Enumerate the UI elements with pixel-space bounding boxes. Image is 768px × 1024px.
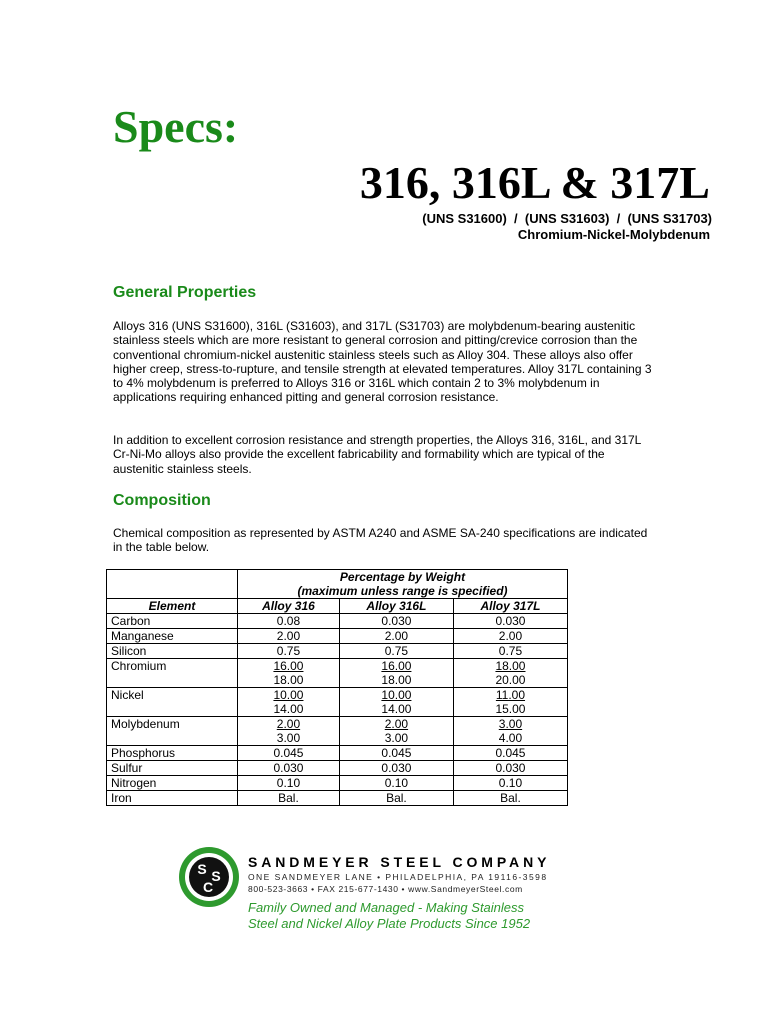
range-min-value: 18.00 bbox=[495, 659, 526, 673]
table-row bbox=[107, 644, 568, 659]
range-max-value: 15.00 bbox=[495, 702, 526, 716]
table-corner-cell bbox=[107, 570, 238, 599]
element-name-cell: Chromium bbox=[107, 659, 238, 688]
value-cell bbox=[238, 761, 340, 776]
value-cell bbox=[453, 791, 567, 806]
range-max-value: 18.00 bbox=[273, 673, 304, 687]
company-name: SANDMEYER STEEL COMPANY bbox=[248, 854, 551, 870]
general-properties-heading: General Properties bbox=[113, 284, 257, 301]
range-max-value: 18.00 bbox=[381, 673, 412, 687]
composition-intro: Chemical composition as represented by ASTM A240 and ASME SA-240 specifications are indicated in the table below. bbox=[113, 526, 648, 555]
company-contact: 800-523-3663 • FAX 215-677-1430 • www.SandmeyerSteel.com bbox=[248, 884, 523, 894]
range-min-value: 11.00 bbox=[495, 688, 526, 702]
column-header-alloy-316: Alloy 316 bbox=[238, 599, 340, 614]
value-cell bbox=[238, 688, 340, 717]
value-cell bbox=[339, 644, 453, 659]
table-row bbox=[107, 688, 568, 717]
general-properties-paragraph-1: Alloys 316 (UNS S31600), 316L (S31603), and 317L (S31703) are molybdenum-bearing austenitic stainless steels which are more resistant to general corrosion and pitting/crevice corrosion than the conventional chromium-nickel austenitic stainless steels such as Alloy 304. These alloys also offer higher creep, stress-to-rupture, and tensile strength at elevated temperatures. Alloy 317L containing 3 to 4% molybdenum is preferred to Alloys 316 or 316L which contain 2 to 3% molybdenum in applications requiring enhanced pitting and general corrosion resistance. bbox=[113, 319, 652, 405]
element-name-cell: Silicon bbox=[107, 644, 238, 659]
range-min-value: 16.00 bbox=[381, 659, 412, 673]
company-footer bbox=[178, 846, 598, 936]
table-row bbox=[107, 629, 568, 644]
max-value: 0.045 bbox=[273, 746, 304, 760]
max-value: 0.75 bbox=[276, 644, 301, 658]
table-row bbox=[107, 791, 568, 806]
range-max-value: 14.00 bbox=[273, 702, 304, 716]
max-value: 0.10 bbox=[384, 776, 409, 790]
value-cell bbox=[453, 644, 567, 659]
value-cell bbox=[238, 659, 340, 688]
value-cell bbox=[339, 629, 453, 644]
max-value: Bal. bbox=[278, 791, 299, 805]
max-value: Bal. bbox=[386, 791, 407, 805]
value-cell bbox=[238, 746, 340, 761]
value-cell bbox=[238, 776, 340, 791]
tagline-line-2: Steel and Nickel Alloy Plate Products Since 1952 bbox=[248, 916, 531, 931]
max-value: 0.045 bbox=[381, 746, 412, 760]
max-value: 0.10 bbox=[498, 776, 523, 790]
table-row bbox=[107, 776, 568, 791]
value-cell bbox=[238, 629, 340, 644]
value-cell bbox=[453, 717, 567, 746]
value-cell bbox=[339, 717, 453, 746]
logo-letter-2: S bbox=[211, 868, 221, 884]
value-cell bbox=[339, 688, 453, 717]
table-column-header-row bbox=[107, 599, 568, 614]
max-value: 0.030 bbox=[381, 761, 412, 775]
value-cell bbox=[339, 746, 453, 761]
value-cell bbox=[238, 717, 340, 746]
group-header-line-1: Percentage by Weight bbox=[339, 570, 466, 584]
specs-label: Specs: bbox=[113, 101, 239, 152]
value-cell bbox=[453, 659, 567, 688]
max-value: 0.045 bbox=[495, 746, 526, 760]
range-min-value: 10.00 bbox=[273, 688, 304, 702]
max-value: 0.08 bbox=[276, 614, 301, 628]
range-max-value: 14.00 bbox=[381, 702, 412, 716]
max-value: 2.00 bbox=[384, 629, 409, 643]
value-cell bbox=[339, 791, 453, 806]
range-max-value: 4.00 bbox=[498, 731, 523, 745]
uns-numbers: (UNS S31600) / (UNS S31603) / (UNS S31703) bbox=[422, 211, 712, 226]
element-name-cell: Iron bbox=[107, 791, 238, 806]
element-name-cell: Molybdenum bbox=[107, 717, 238, 746]
max-value: Bal. bbox=[500, 791, 521, 805]
tagline-line-1: Family Owned and Managed - Making Stainless bbox=[248, 900, 525, 915]
value-cell bbox=[238, 614, 340, 629]
max-value: 0.75 bbox=[498, 644, 523, 658]
group-header-line-2: (maximum unless range is specified) bbox=[297, 584, 508, 598]
max-value: 0.030 bbox=[495, 614, 526, 628]
table-row bbox=[107, 659, 568, 688]
alloy-family-subtitle: Chromium-Nickel-Molybdenum bbox=[517, 227, 710, 242]
element-name-cell: Nickel bbox=[107, 688, 238, 717]
element-name-cell: Phosphorus bbox=[107, 746, 238, 761]
composition-table bbox=[106, 569, 568, 806]
max-value: 0.75 bbox=[384, 644, 409, 658]
range-max-value: 20.00 bbox=[495, 673, 526, 687]
value-cell bbox=[453, 688, 567, 717]
column-header-alloy-317l: Alloy 317L bbox=[453, 599, 567, 614]
value-cell bbox=[453, 614, 567, 629]
table-row bbox=[107, 746, 568, 761]
element-name-cell: Carbon bbox=[107, 614, 238, 629]
value-cell bbox=[453, 761, 567, 776]
column-header-alloy-316l: Alloy 316L bbox=[339, 599, 453, 614]
value-cell bbox=[453, 629, 567, 644]
alloys-title: 316, 316L & 317L bbox=[359, 157, 710, 208]
range-min-value: 2.00 bbox=[276, 717, 301, 731]
table-row bbox=[107, 761, 568, 776]
max-value: 2.00 bbox=[498, 629, 523, 643]
value-cell bbox=[339, 614, 453, 629]
sandmeyer-logo-icon bbox=[178, 846, 240, 908]
range-min-value: 16.00 bbox=[273, 659, 304, 673]
value-cell bbox=[339, 776, 453, 791]
column-header-element: Element bbox=[107, 599, 238, 614]
max-value: 2.00 bbox=[276, 629, 301, 643]
logo-letter-3: C bbox=[202, 879, 214, 895]
range-min-value: 2.00 bbox=[384, 717, 409, 731]
value-cell bbox=[339, 761, 453, 776]
company-tagline bbox=[248, 900, 530, 932]
max-value: 0.030 bbox=[273, 761, 304, 775]
value-cell bbox=[339, 659, 453, 688]
max-value: 0.030 bbox=[495, 761, 526, 775]
element-name-cell: Nitrogen bbox=[107, 776, 238, 791]
max-value: 0.10 bbox=[276, 776, 301, 790]
range-max-value: 3.00 bbox=[384, 731, 409, 745]
range-min-value: 3.00 bbox=[498, 717, 523, 731]
table-group-header-row bbox=[107, 570, 568, 599]
element-name-cell: Sulfur bbox=[107, 761, 238, 776]
value-cell bbox=[238, 791, 340, 806]
table-row bbox=[107, 717, 568, 746]
table-row bbox=[107, 614, 568, 629]
range-min-value: 10.00 bbox=[381, 688, 412, 702]
logo-letter-1: S bbox=[197, 861, 207, 877]
percentage-by-weight-header bbox=[238, 570, 568, 599]
value-cell bbox=[453, 746, 567, 761]
composition-table-body bbox=[107, 614, 568, 806]
range-max-value: 3.00 bbox=[276, 731, 301, 745]
value-cell bbox=[238, 644, 340, 659]
general-properties-paragraph-2: In addition to excellent corrosion resistance and strength properties, the Alloys 316, 316L, and 317L Cr-Ni-Mo alloys also provide the excellent fabricability and formability which are typical of the austenitic stainless steels. bbox=[113, 433, 641, 476]
element-name-cell: Manganese bbox=[107, 629, 238, 644]
company-address: ONE SANDMEYER LANE • PHILADELPHIA, PA 19116-3598 bbox=[248, 872, 548, 882]
max-value: 0.030 bbox=[381, 614, 412, 628]
composition-heading: Composition bbox=[113, 492, 211, 509]
value-cell bbox=[453, 776, 567, 791]
